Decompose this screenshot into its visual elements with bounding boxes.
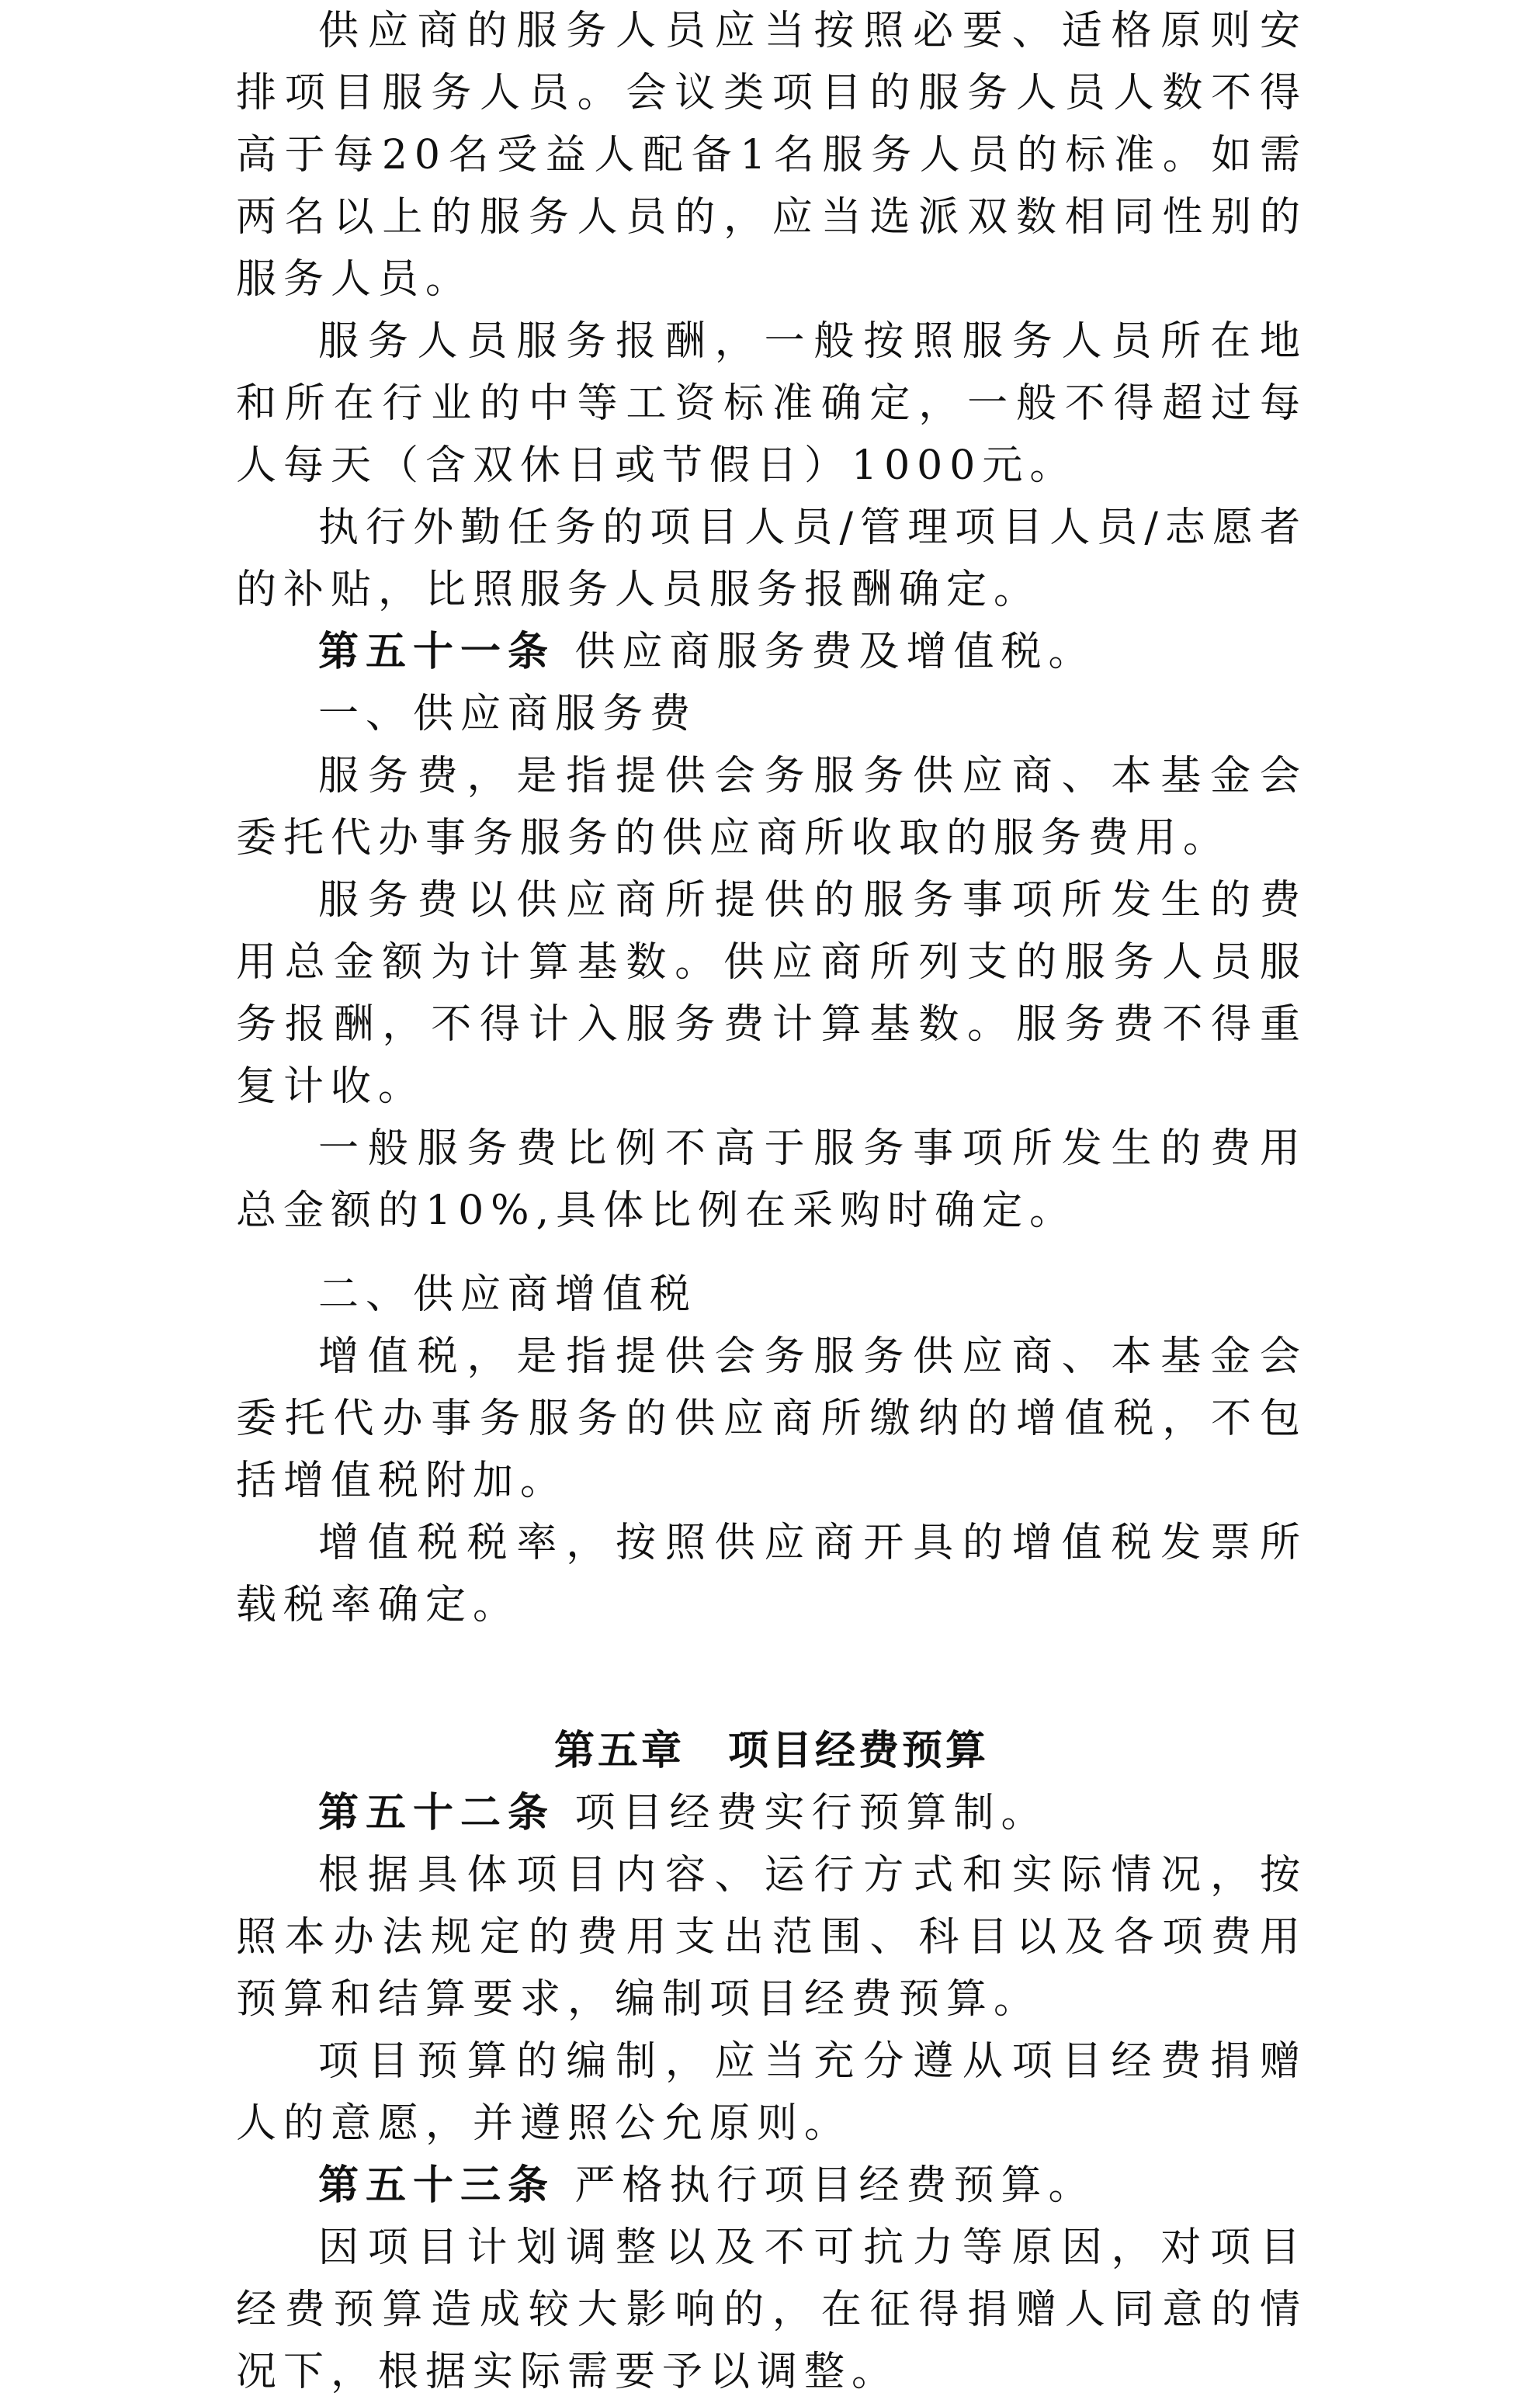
section-heading: 二、供应商增值税 <box>318 1271 698 1318</box>
article-title: 严格执行项目经费预算。 <box>574 2162 1096 2209</box>
paragraph: 增值税税率，按照供应商开具的增值税发票所载税率确定。 <box>236 1520 1307 1628</box>
paragraph: 供应商的服务人员应当按照必要、适格原则安排项目服务人员。会议类项目的服务人员人数不得高于每20名受益人配备1名服务人员的标准。如需两名以上的服务人员的，应当选派双数相同性别的服务人员。 <box>236 8 1307 303</box>
article-51-heading <box>236 621 1307 683</box>
section-heading: 一、供应商服务费 <box>318 691 698 737</box>
article-53-heading <box>236 2155 1307 2217</box>
article-52-heading <box>236 1782 1307 1844</box>
document-page <box>236 0 1307 2403</box>
article-title: 供应商服务费及增值税。 <box>574 629 1096 675</box>
chapter-title: 第五章 项目经费预算 <box>553 1727 989 1774</box>
paragraph: 增值税，是指提供会务服务供应商、本基金会委托代办事务服务的供应商所缴纳的增值税，不包括增值税附加。 <box>236 1333 1307 1504</box>
article-title: 项目经费实行预算制。 <box>574 1790 1049 1836</box>
paragraph: 因项目计划调整以及不可抗力等原因，对项目经费预算造成较大影响的，在征得捐赠人同意的情况下，根据实际需要予以调整。 <box>236 2224 1307 2395</box>
paragraph: 服务费以供应商所提供的服务事项所发生的费用总金额为计算基数。供应商所列支的服务人员服务报酬，不得计入服务费计算基数。服务费不得重复计收。 <box>236 877 1307 1110</box>
paragraph: 执行外勤任务的项目人员/管理项目人员/志愿者的补贴，比照服务人员服务报酬确定。 <box>236 505 1307 613</box>
paragraph: 一般服务费比例不高于服务事项所发生的费用总金额的10%,具体比例在采购时确定。 <box>236 1125 1307 1234</box>
paragraph: 服务费，是指提供会务服务供应商、本基金会委托代办事务服务的供应商所收取的服务费用。 <box>236 753 1307 862</box>
paragraph: 项目预算的编制，应当充分遵从项目经费捐赠人的意愿，并遵照公允原则。 <box>236 2038 1307 2147</box>
article-number: 第五十二条 <box>318 1789 556 1836</box>
article-number: 第五十一条 <box>318 628 556 675</box>
paragraph: 服务人员服务报酬，一般按照服务人员所在地和所在行业的中等工资标准确定，一般不得超过每人每天（含双休日或节假日）1000元。 <box>236 318 1307 489</box>
paragraph: 根据具体项目内容、运行方式和实际情况，按照本办法规定的费用支出范围、科目以及各项费用预算和结算要求，编制项目经费预算。 <box>236 1852 1307 2023</box>
article-number: 第五十三条 <box>318 2162 556 2209</box>
